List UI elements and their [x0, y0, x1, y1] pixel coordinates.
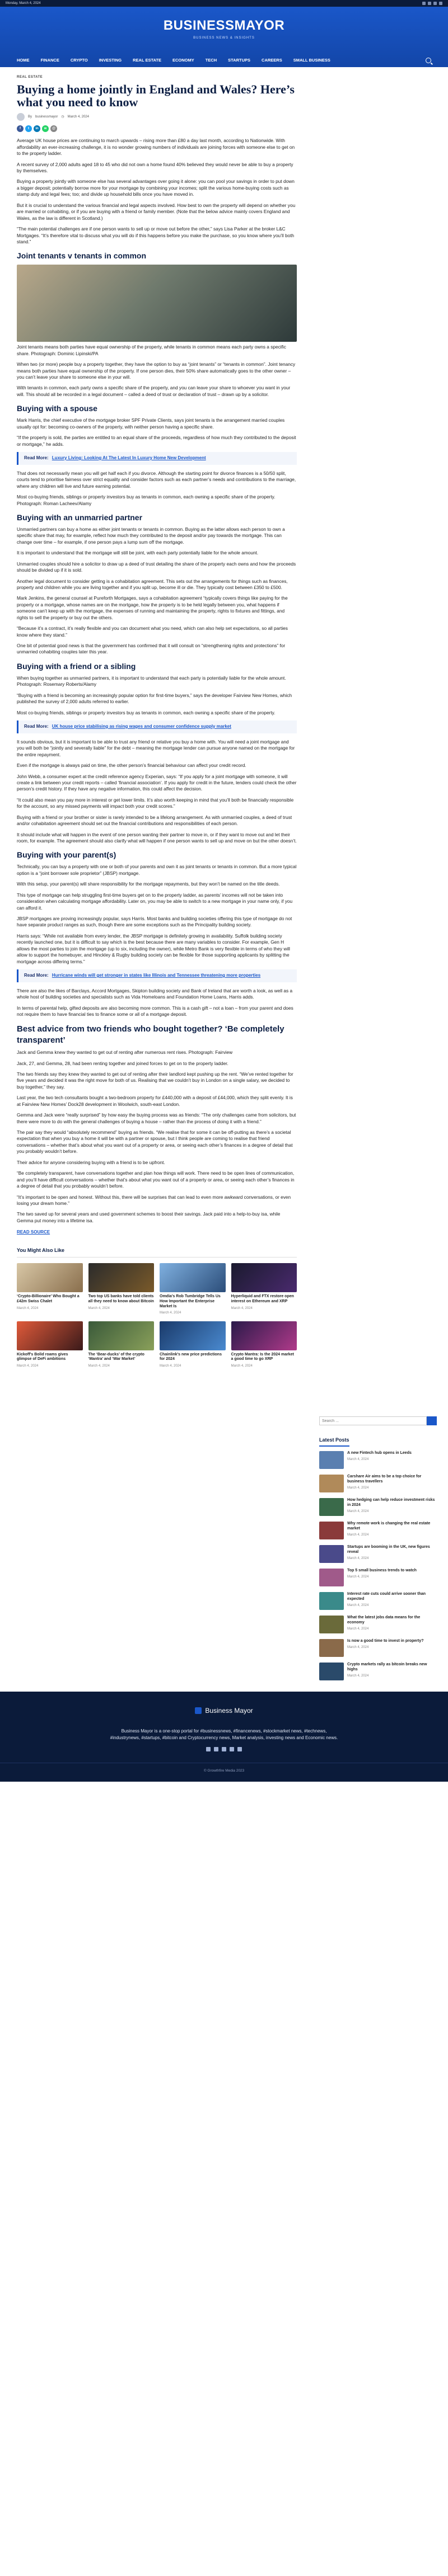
article-paragraph: The two friends say they knew they wanted to get out of renting after their landlord kept pushing up the rent. “We’ve rented together for five years and decided it was the right move for both of us. Realising that we couldn’t buy in London on a single salary, we decided to buy together,” they say. — [17, 1071, 293, 1090]
share-twitter-icon[interactable]: t — [25, 125, 32, 132]
section-unmarried-heading: Buying with an unmarried partner — [17, 512, 143, 522]
latest-post-title[interactable]: Is now a good time to invest in property? — [347, 1639, 424, 1643]
footer-logo[interactable] — [195, 1706, 253, 1715]
latest-post-item[interactable] — [319, 1545, 437, 1563]
article-paragraph: “Because it’s a contract, it’s really flexible and you can document what you need, which can also help set expectations, so all parties know where they stand.” — [17, 625, 288, 638]
latest-post-thumbnail[interactable] — [319, 1569, 344, 1586]
latest-post-date: March 4, 2024 — [347, 1533, 369, 1537]
author-avatar — [17, 113, 25, 121]
share-linkedin-icon[interactable]: in — [34, 125, 40, 132]
article-paragraph: “Buying with a friend is becoming an increasingly popular option for first-time buyers,” says the developer Fairview New Homes, which published the survey of 2,000 adults referred to earlier. — [17, 692, 292, 705]
search-icon[interactable] — [426, 58, 431, 63]
latest-post-title[interactable]: How hedging can help reduce investment risks in 2024 — [347, 1498, 435, 1507]
latest-post-thumbnail[interactable] — [319, 1498, 344, 1516]
related-thumbnail[interactable] — [231, 1263, 297, 1292]
article-paragraph: Most co-buying friends, siblings or property investors buy as tenants in common, each owning a specific share of the property. — [17, 709, 276, 715]
latest-post-item[interactable] — [319, 1639, 437, 1657]
latest-post-date: March 4, 2024 — [347, 1645, 369, 1649]
latest-posts-heading: Latest Posts — [319, 1437, 349, 1447]
section-joint-tenants-heading: Joint tenants v tenants in common — [17, 251, 147, 261]
latest-post-thumbnail[interactable] — [319, 1545, 344, 1563]
related-card[interactable] — [160, 1321, 226, 1369]
linkedin-icon[interactable] — [230, 1747, 234, 1751]
site-tagline: BUSINESS NEWS & INSIGHTS — [193, 36, 255, 40]
related-card[interactable] — [88, 1263, 155, 1315]
related-title[interactable]: Omdia’s Rob Tumbridge Tells Us How Important the Enterprise Market Is — [160, 1294, 221, 1308]
site-footer — [0, 1692, 448, 1782]
sidebar-search-input[interactable] — [319, 1416, 427, 1425]
latest-post-thumbnail[interactable] — [319, 1616, 344, 1633]
latest-post-date: March 4, 2024 — [347, 1486, 369, 1490]
latest-post-date: March 4, 2024 — [347, 1674, 369, 1678]
related-heading: You Might Also Like — [17, 1247, 297, 1258]
related-grid — [17, 1263, 297, 1368]
nav-item-home[interactable]: HOME — [17, 57, 30, 63]
nav-item-tech[interactable]: TECH — [205, 57, 217, 63]
facebook-icon[interactable] — [206, 1747, 211, 1751]
read-more-label: Read More: — [24, 973, 49, 978]
footer-copyright: © Growthfire Media 2023 — [0, 1763, 448, 1774]
article-paragraph: Jack and Gemma knew they wanted to get out of renting after numerous rent rises. Photograph: Fairview — [17, 1049, 233, 1056]
related-title[interactable]: Hyperliquid and FTX restore open interest on Ethereum and XRP — [231, 1294, 294, 1303]
share-buttons — [17, 125, 297, 132]
related-thumbnail[interactable] — [88, 1263, 155, 1292]
share-email-icon[interactable]: @ — [50, 125, 57, 132]
article-paragraph: This type of mortgage can help struggling first-time buyers get on to the property ladder, as parents’ incomes will not be taken into consideration when calculating mortgage affordability. Later on, you may be able to switch to a new mortgage in your name only, if you can afford it. — [17, 892, 293, 911]
article-paragraph: Last year, the two tech consultants bought a two-bedroom property for £440,000 with a deposit of £44,000, which they split evenly. It is at Fairview New Homes’ Dock28 development in Woolwich, south-east London. — [17, 1095, 293, 1107]
read-more-box — [17, 452, 297, 465]
search-icon[interactable] — [427, 1416, 437, 1425]
related-thumbnail[interactable] — [160, 1263, 226, 1292]
latest-post-item[interactable] — [319, 1522, 437, 1539]
article-paragraph: Most co-buying friends, siblings or property investors buy as tenants in common, each owning a specific share of the property. Photograph: Roman Lacheev/Alamy — [17, 494, 276, 506]
read-more-link[interactable]: Luxury Living: Looking At The Latest In Luxury Home New Development — [52, 455, 206, 460]
footer-logo-text: Business Mayor — [205, 1707, 253, 1715]
related-thumbnail[interactable] — [17, 1263, 83, 1292]
read-more-label: Read More: — [24, 723, 49, 729]
article-paragraph: JBSP mortgages are proving increasingly popular, says Harris. Most banks and building societies offering this type of mortgage do not have separate product ranges as such, though there are some exceptions such as the Principality building society. — [17, 915, 292, 928]
latest-post-thumbnail[interactable] — [319, 1475, 344, 1492]
share-whatsapp-icon[interactable]: w — [42, 125, 49, 132]
read-more-label: Read More: — [24, 455, 49, 460]
article-paragraph: There are also the likes of Barclays, Accord Mortgages, Skipton building society and Bank of Ireland that are worth a look, as well as a whole host of building societies and specialists such as Vida Homeloans and Foundation Home Loans, Harris adds. — [17, 987, 293, 1000]
article-paragraph: But it is crucial to understand the various financial and legal aspects involved. How best to own the property will depend on whether you are married or cohabiting, or if you are buying with a friend or family member. (Note that the below advice mainly covers England and Wales, as the law is different in Scotland.) — [17, 202, 296, 221]
section-spouse-heading: Buying with a spouse — [17, 404, 97, 413]
related-thumbnail[interactable] — [17, 1321, 83, 1350]
article-paragraph: Another legal document to consider getting is a cohabitation agreement. This sets out the arrangements for things such as finances, property and children while you are living together and if you split up, become ill or die. They typically cost between £350 to £500. — [17, 578, 288, 590]
latest-post-title[interactable]: A new Fintech hub opens in Leeds — [347, 1451, 412, 1456]
article-paragraph: Gemma and Jack were “really surprised” by how easy the buying process was as friends: “The only challenges came from solicitors, but there were more to do with the general challenges of buying a house – rather than the process of doing it with a friend.” — [17, 1112, 296, 1124]
article-paragraph: Mark Jenkins, the general counsel at Pureforth Mortgages, says a cohabitation agreement “typically covers things like paying for the property or a mortgage, whose names are on the mortgage, how the property is to be held legally between you, what happens if someone can’t keep up with the mortgage, the expenses of running and maintaining the property, rights to fixtures and fittings, and rights to sell the property or buy out the others. — [17, 595, 288, 620]
latest-post-item[interactable] — [319, 1498, 437, 1516]
youtube-icon[interactable] — [237, 1747, 242, 1751]
clock-icon: ◷ — [61, 115, 64, 119]
section-friend-heading: Buying with a friend or a sibling — [17, 661, 136, 671]
related-date: March 4, 2024 — [88, 1364, 110, 1368]
twitter-icon[interactable] — [214, 1747, 218, 1751]
top-bar — [0, 0, 448, 7]
article-main — [17, 67, 297, 1686]
linkedin-icon[interactable] — [439, 2, 442, 5]
latest-post-date: March 4, 2024 — [347, 1509, 369, 1513]
latest-post-title[interactable]: Interest rate cuts could arrive sooner than expected — [347, 1592, 426, 1601]
latest-post-item[interactable] — [319, 1592, 437, 1610]
read-more-link[interactable]: UK house price stabilising as rising wages and consumer confidence supply market — [52, 723, 231, 729]
related-date: March 4, 2024 — [160, 1311, 181, 1315]
latest-post-date: March 4, 2024 — [347, 1457, 369, 1461]
article-paragraph: That does not necessarily mean you will get half each if you divorce. Although the starting point for divorce finances is a 50/50 split, courts tend to prioritise fairness over strict equality and consider factors such as each partner’s needs and contributions to the marriage, where any children will live and future earning potential. — [17, 470, 296, 489]
latest-post-title[interactable]: Why remote work is changing the real estate market — [347, 1522, 431, 1530]
nav-item-finance[interactable]: FINANCE — [40, 57, 59, 63]
twitter-icon[interactable] — [428, 2, 431, 5]
article-paragraph: It is important to understand that the mortgage will still be joint, with each party potentially liable for the whole amount. — [17, 550, 259, 556]
latest-post-date: March 4, 2024 — [347, 1556, 369, 1560]
section-parents-heading: Buying with your parent(s) — [17, 850, 116, 860]
article-paragraph: When two (or more) people buy a property together, they have the option to buy as “joint tenants” or “tenants in common”. Joint tenancy means both parties have equal ownership of the property. If one person dies, their 50% share automatically goes to the other owner – you can’t leave your share to someone else in your will. — [17, 361, 296, 380]
article-paragraph: It sounds obvious, but it is important to be able to trust any friend or relative you buy a home with. You will need a joint mortgage and you will both be “jointly and severally liable” for the debt – meaning the mortgage lender can pursue anyone named on the mortgage for the entire repayment. — [17, 738, 295, 757]
related-card[interactable] — [88, 1321, 155, 1369]
site-logo[interactable]: BUSINESSMAYOR — [163, 18, 285, 33]
share-facebook-icon[interactable]: f — [17, 125, 24, 132]
article-paragraph: Joint tenants means both parties have equal ownership of the property, while tenants in common means each party owns a specific share. Photograph: Dominic Lipinski/PA — [17, 344, 286, 356]
latest-post-date: March 4, 2024 — [347, 1627, 369, 1631]
latest-post-item[interactable] — [319, 1475, 437, 1492]
article-paragraph: “It could also mean you pay more in interest or get lower limits. It’s also worth keeping in mind that you’ll both be financially responsible for the account, so any missed payments will impact both your credit scores.” — [17, 797, 294, 809]
nav-item-startups[interactable]: STARTUPS — [228, 57, 251, 63]
related-card[interactable] — [160, 1263, 226, 1315]
related-card[interactable] — [17, 1321, 83, 1369]
article-paragraph: In terms of parental help, gifted deposits are also becoming more common. This is a cash gift – not a loan – from your parent and does not require them to have financial ties to finance some or all of a mortgage deposit. — [17, 1005, 293, 1018]
footer-logo-icon — [195, 1707, 202, 1714]
latest-post-thumbnail[interactable] — [319, 1522, 344, 1539]
latest-post-item[interactable] — [319, 1663, 437, 1680]
read-more-box — [17, 969, 297, 982]
article-paragraph: One bit of potential good news is that the government has confirmed that it will consult on “strengthening rights and protections” for unmarried cohabiting couples later this year. — [17, 643, 286, 655]
author-prefix: By — [28, 115, 32, 119]
latest-post-thumbnail[interactable] — [319, 1663, 344, 1680]
site-header — [0, 7, 448, 67]
latest-post-thumbnail[interactable] — [319, 1592, 344, 1610]
related-title[interactable]: The ‘Bear-ducks’ of the crypto ‘Mantra’ and ‘War Market’ — [88, 1352, 144, 1362]
facebook-icon[interactable] — [422, 2, 426, 5]
article-paragraph: With tenants in common, each party owns a specific share of the property, and you can leave your share to whoever you want in your will. This should all be recorded in a legal document – called a deed of trust or declaration of trust – drawn up by a solicitor. — [17, 385, 291, 397]
related-thumbnail[interactable] — [231, 1321, 297, 1350]
read-more-link[interactable]: Hurricane winds will get stronger in states like Illinois and Tennessee threatening more properties — [52, 973, 261, 978]
instagram-icon[interactable] — [433, 2, 437, 5]
article-paragraph: “If the property is sold, the parties are entitled to an equal share of the proceeds, regardless of how much they contributed to the deposit or mortgage,” he adds. — [17, 435, 296, 447]
article-paragraph: A recent survey of 2,000 adults aged 18 to 45 who did not own a home found 40% believed they would never be able to buy a property by themselves. — [17, 161, 293, 174]
article-meta — [17, 113, 297, 121]
article-paragraph: Jack, 27, and Gemma, 28, had been renting together and joined forces to get on to the property ladder. — [17, 1060, 228, 1066]
latest-posts-list — [319, 1451, 437, 1680]
article-paragraph: Buying with a friend or your brother or sister is rarely intended to be a lifelong arrangement. As with unmarried couples, a deed of trust and/or cohabitation agreement should set out the financial contributions and responsibilities of each person. — [17, 814, 292, 827]
nav-item-economy[interactable]: ECONOMY — [172, 57, 194, 63]
related-title[interactable]: ‘Crypto-Billionaire’ Who Bought a £42m Swiss Chalet — [17, 1294, 80, 1303]
article-title: Buying a home jointly in England and Wales? Here’s what you need to know — [17, 82, 295, 110]
footer-social — [0, 1747, 448, 1751]
article-paragraph: Harris says: “While not available from every lender, the JBSP mortgage is definitely growing in availability. Suffolk building society recently launched one, but it is difficult to say which is the best because there are many variables to consider. For example, Gen H allows the most parties to join the mortgage (up to six, including the owner), while Metro Bank is very flexible in terms of who they will allow to support the homebuyer, and Hinckley & Rugby building society can be flexible for those supporting applicants by splitting the mortgage across differing terms.” — [17, 933, 290, 964]
latest-post-title[interactable]: Crypto markets rally as bitcoin breaks new highs — [347, 1663, 427, 1671]
article-paragraph: “Be completely transparent, have conversations together and plan how things will work. There need to be open lines of communication, and you’ll have difficult conversations – whether that’s about what you want out of a property or area, or seeing each other’s finances in a degree of detail that you probably wouldn’t before. — [17, 1170, 295, 1189]
article-paragraph: Even if the mortgage is always paid on time, the other person’s financial behaviour can affect your credit record. — [17, 762, 246, 769]
article-paragraph: Average UK house prices are continuing to march upwards – rising more than £80 a day last month, according to Nationwide. With affordability an ever-increasing challenge, it is no wonder growing numbers of individuals are joining forces with someone else to get on to the property ladder. — [17, 138, 295, 157]
read-source-link[interactable]: READ SOURCE — [17, 1230, 50, 1235]
latest-post-title[interactable]: Startups are booming in the UK, new figures reveal — [347, 1545, 430, 1554]
article-paragraph: With this setup, your parent(s) will share responsibility for the mortgage repayments, but they won’t be named on the title deeds. — [17, 881, 280, 887]
latest-post-item[interactable] — [319, 1451, 437, 1469]
related-date: March 4, 2024 — [231, 1306, 253, 1310]
top-social-links — [422, 2, 442, 5]
article-paragraph: Unmarried partners can buy a home as either joint tenants or tenants in common. Buying as the latter allows each person to own a specific share that may, for example, reflect how much they contributed to the deposit and/or pay towards the mortgage. This can change over time – for example, if one person pays a lump sum off the mortgage. — [17, 526, 285, 545]
nav-item-investing[interactable]: INVESTING — [99, 57, 122, 63]
article-paragraph: Buying a property jointly with someone else has several advantages over going it alone: you can pool your savings in order to put down a bigger deposit; potentially borrow more for your mortgage by combining your incomes; split the various home-buying costs such as stamp duty and legal fees; too; and divide up household bills once you have moved in. — [17, 178, 295, 197]
article-paragraph: John Webb, a consumer expert at the credit reference agency Experian, says: “If you apply for a joint mortgage with someone, it will create a link between your credit reports – called ‘financial association’. If you apply for credit in the future, lenders could check the other person’s credit history. If they have any negative information, this could affect the decision. — [17, 773, 297, 792]
latest-post-thumbnail[interactable] — [319, 1639, 344, 1657]
latest-post-date: March 4, 2024 — [347, 1603, 369, 1607]
article-paragraph: The two saved up for several years and used government schemes to boost their savings. Jack paid into a help-to-buy isa, while Gemma put money into a lifetime isa. — [17, 1211, 281, 1223]
related-date: March 4, 2024 — [160, 1364, 181, 1368]
latest-post-title[interactable]: Top 5 small business trends to watch — [347, 1569, 417, 1573]
article-paragraph: It should include what will happen in the event of one person wanting their partner to move in, or if they want to move out and let their room, for example. The agreement should also clarify what will happen if one person wants to sell up and move on but the other doesn’t. — [17, 831, 297, 844]
related-date: March 4, 2024 — [17, 1306, 39, 1310]
latest-post-thumbnail[interactable] — [319, 1451, 344, 1469]
latest-post-item[interactable] — [319, 1569, 437, 1586]
related-date: March 4, 2024 — [17, 1364, 39, 1368]
article-paragraph: When buying together as unmarried partners, it is important to understand that each party is potentially liable for the whole amount. Photograph: Rosemary Roberts/Alamy — [17, 675, 286, 687]
article-category[interactable]: REAL ESTATE — [17, 76, 43, 79]
author-link[interactable]: businessmayor — [35, 115, 58, 119]
article-paragraph: “It’s important to be open and honest. Without this, there will be surprises that can lead to even more awkward conversations, or even losing your dream home.” — [17, 1194, 291, 1206]
latest-post-item[interactable] — [319, 1616, 437, 1633]
article-paragraph: The pair say they would “absolutely recommend” buying as friends. “We realise that for some it can be off-putting as there’s a societal expectation that when you buy a home it will be with a partner or spouse, but I think people are coming to realise that friend conversations – whether that’s about what you want out of a property or area, or seeing each other’s finances in a degree of detail that you probably wouldn’t before. — [17, 1129, 293, 1155]
nav-item-careers[interactable]: CAREERS — [262, 57, 282, 63]
main-nav — [0, 56, 448, 65]
related-date: March 4, 2024 — [88, 1306, 110, 1310]
sidebar-search — [319, 1416, 437, 1425]
article-paragraph: Mark Harris, the chief executive of the mortgage broker SPF Private Clients, says joint tenants is the arrangement married couples usually opt for: becoming co-owners of the property, with neither person having a specific share. — [17, 417, 285, 430]
instagram-icon[interactable] — [222, 1747, 226, 1751]
related-title[interactable]: Kickoff's Bolid roams gives glimpse of DeFi ambitions — [17, 1352, 68, 1362]
article-photo — [17, 265, 297, 342]
article-paragraph: Their advice for anyone considering buying with a friend is to be upfront. — [17, 1159, 165, 1165]
related-thumbnail[interactable] — [160, 1321, 226, 1350]
article-paragraph: Unmarried couples should hire a solicitor to draw up a deed of trust detailing the share of the property each owns and how the proceeds should be divided up if it is sold. — [17, 561, 296, 573]
related-card[interactable] — [17, 1263, 83, 1315]
related-card[interactable] — [231, 1263, 297, 1315]
related-title[interactable]: Chainlink's new price predictions for 2024 — [160, 1352, 222, 1362]
article-paragraph: “The main potential challenges are if one person wants to sell up or move out before the other,” says Lisa Parker at the broker L&C Mortgages. “It’s therefore vital to discuss what you will do if this happens before you make the purchase, so you know where you’ll both stand.” — [17, 226, 295, 244]
top-bar-date: Monday, March 4, 2024 — [6, 1, 41, 5]
nav-item-crypto[interactable]: CRYPTO — [70, 57, 88, 63]
read-more-box — [17, 720, 297, 733]
article-date: March 4, 2024 — [67, 115, 89, 119]
sidebar — [319, 67, 437, 1686]
nav-item-real-estate[interactable]: REAL ESTATE — [133, 57, 161, 63]
related-thumbnail[interactable] — [88, 1321, 155, 1350]
latest-post-title[interactable]: What the latest jobs data means for the economy — [347, 1616, 421, 1624]
latest-post-date: March 4, 2024 — [347, 1575, 369, 1579]
related-date: March 4, 2024 — [231, 1364, 253, 1368]
latest-post-title[interactable]: Carshare Air aims to be a top choice for business travellers — [347, 1475, 422, 1484]
article-paragraph: Technically, you can buy a property with one or both of your parents and own it as joint tenants or tenants in common. But a more typical option is a “joint borrower sole proprietor” (JBSP) mortgage. — [17, 864, 297, 876]
nav-item-small-business[interactable]: SMALL BUSINESS — [293, 57, 330, 63]
related-title[interactable]: Crypto Mantra: Is the 2024 market a good time to go XRP — [231, 1352, 294, 1362]
related-title[interactable]: Two top US banks have told clients all they need to know about Bitcoin — [88, 1294, 154, 1303]
section-advice-heading: Best advice from two friends who bought together? ‘Be completely transparent’ — [17, 1024, 284, 1045]
related-card[interactable] — [231, 1321, 297, 1369]
footer-description: Business Mayor is a one-stop portal for #businessnews, #financenews, #stockmarket news, #technews, #industrynews, #startups, #bitcoin and Cryptocurrency news, Market analysis, investing news and Economic news. — [110, 1729, 338, 1741]
